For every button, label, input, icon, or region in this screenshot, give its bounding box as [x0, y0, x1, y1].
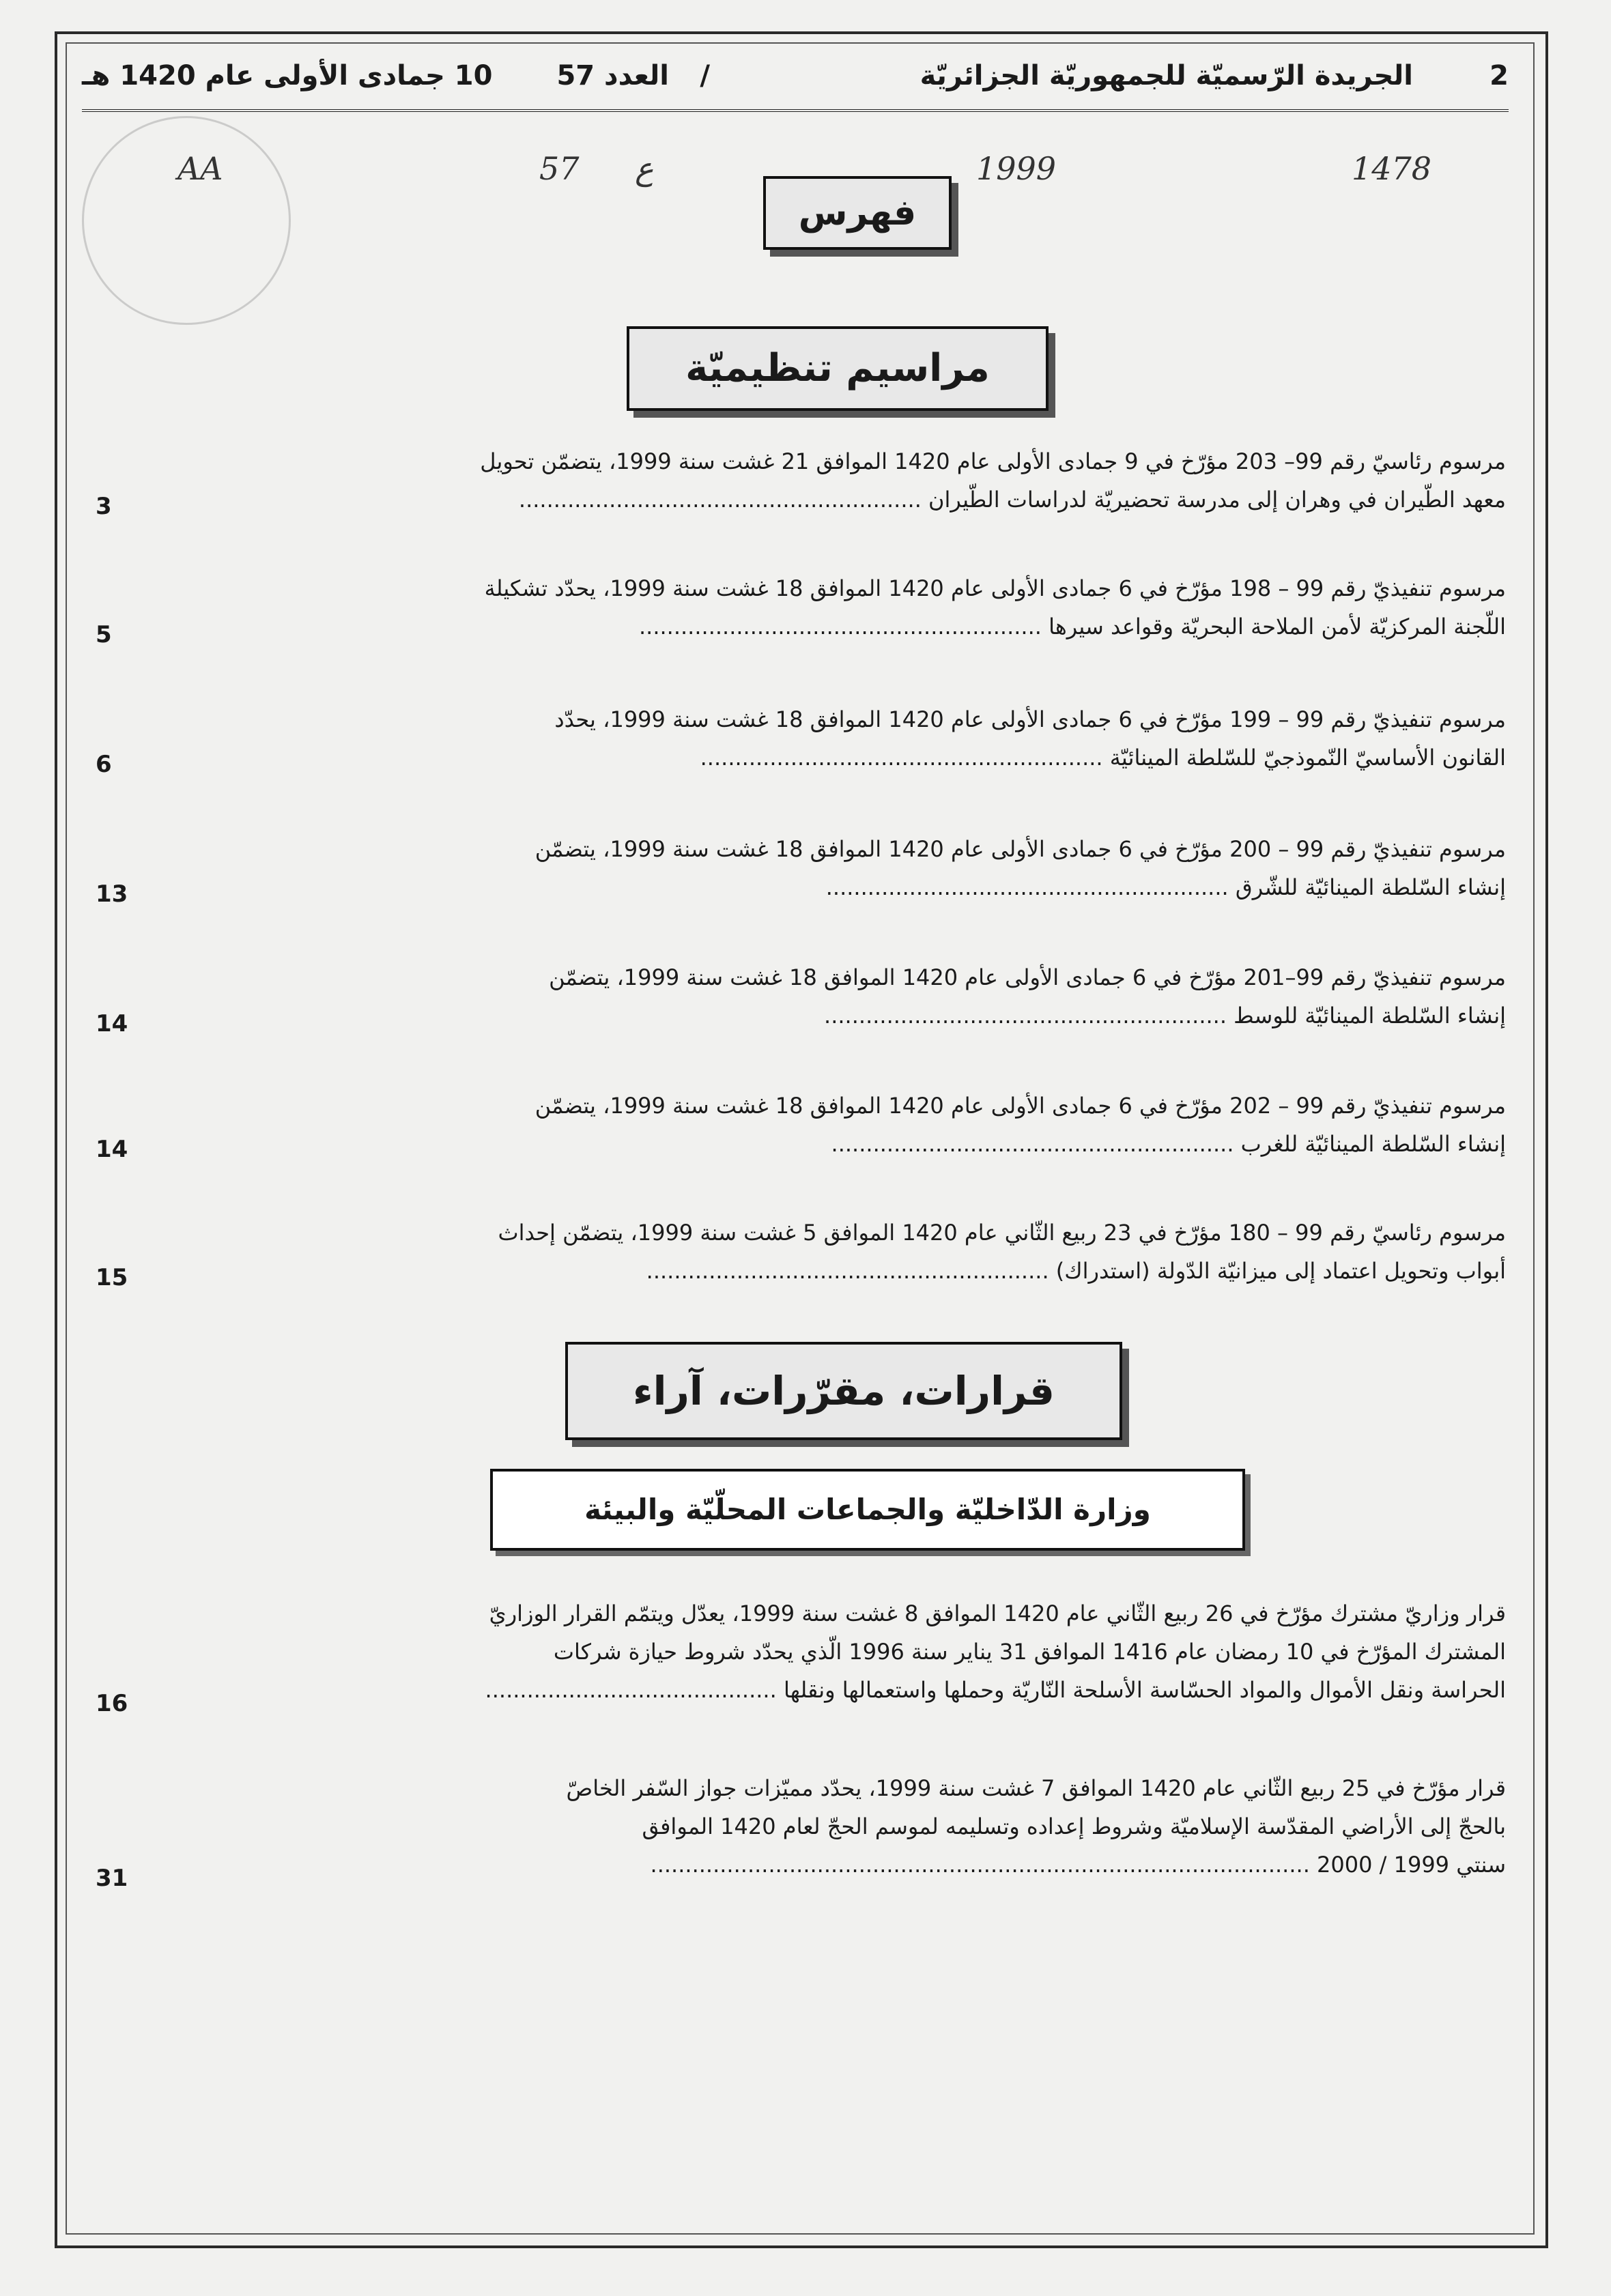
section-title-regulatory: مراسيم تنظيميّة — [627, 326, 1049, 411]
toc-entry: مرسوم رئاسيّ رقم 99– 203 مؤرّخ في 9 جمادى الأولى عام 1420 الموافق 21 غشت سنة 1999، يتضمّن تحويل معهد الطّيران في وهران إلى مدرسة تحضيريّة لدراسات الطّيران .......................................................... — [188, 442, 1506, 519]
toc-page-number: 16 — [96, 1690, 128, 1717]
section-title-index: فهرس — [763, 176, 952, 250]
toc-entry: مرسوم تنفيذيّ رقم 99 – 202 مؤرّخ في 6 جمادى الأولى عام 1420 الموافق 18 غشت سنة 1999، يتضمّن إنشاء السّلطة المينائيّة للغرب .......................................................... — [188, 1087, 1506, 1163]
entry-line: سنتي 1999 / 2000 — [1317, 1852, 1506, 1878]
entry-line: إنشاء السّلطة المينائيّة للوسط — [1234, 1003, 1506, 1029]
toc-page-number: 3 — [96, 493, 112, 520]
toc-page-number: 6 — [96, 751, 112, 778]
entry-line: القانون الأساسيّ النّموذجيّ للسّلطة المينائيّة — [1109, 745, 1506, 771]
entry-line: المشترك المؤرّخ في 10 رمضان عام 1416 الموافق 31 يناير سنة 1996 الّذي يحدّد شروط حيازة شركات — [553, 1639, 1506, 1665]
toc-page-number: 15 — [96, 1264, 128, 1291]
handwritten-number-b: 1999 — [976, 150, 1057, 187]
toc-page-number: 5 — [96, 621, 112, 648]
entry-line: إنشاء السّلطة المينائيّة للشّرق — [1235, 874, 1506, 900]
entry-line: مرسوم تنفيذيّ رقم 99 – 202 مؤرّخ في 6 جمادى الأولى عام 1420 الموافق 18 غشت سنة 1999، يتضمّن — [534, 1093, 1506, 1119]
toc-entry: مرسوم تنفيذيّ رقم 99 – 198 مؤرّخ في 6 جمادى الأولى عام 1420 الموافق 18 غشت سنة 1999، يحدّد تشكيلة اللّجنة المركزيّة لأمن الملاحة البحريّة وقواعد سيرها .......................................................... — [188, 569, 1506, 646]
entry-line: قرار وزاريّ مشترك مؤرّخ في 26 ربيع الثّاني عام 1420 الموافق 8 غشت سنة 1999، يعدّل ويتمّم القرار الوزاريّ — [489, 1601, 1506, 1626]
header-title: الجريدة الرّسميّة للجمهوريّة الجزائريّة — [919, 60, 1413, 91]
entry-line: مرسوم تنفيذيّ رقم 99 – 198 مؤرّخ في 6 جمادى الأولى عام 1420 الموافق 18 غشت سنة 1999، يحدّد تشكيلة — [484, 575, 1506, 601]
section-title-decisions: قرارات، مقرّرات، آراء — [565, 1342, 1122, 1440]
handwritten-number-a: 1478 — [1352, 150, 1432, 187]
toc-entry: مرسوم تنفيذيّ رقم 99 – 199 مؤرّخ في 6 جمادى الأولى عام 1420 الموافق 18 غشت سنة 1999، يحدّد القانون الأساسيّ النّموذجيّ للسّلطة المينائيّة .......................................................... — [188, 700, 1506, 777]
faded-stamp — [82, 116, 291, 325]
toc-page-number: 31 — [96, 1865, 128, 1892]
entry-line: مرسوم تنفيذيّ رقم 99–201 مؤرّخ في 6 جمادى الأولى عام 1420 الموافق 18 غشت سنة 1999، يتضمّن — [549, 964, 1506, 990]
toc-page-number: 14 — [96, 1010, 128, 1037]
entry-line: مرسوم تنفيذيّ رقم 99 – 200 مؤرّخ في 6 جمادى الأولى عام 1420 الموافق 18 غشت سنة 1999، يتضمّن — [534, 836, 1506, 862]
entry-line: أبواب وتحويل اعتماد إلى ميزانيّة الدّولة (استدراك) — [1055, 1258, 1506, 1284]
header-rule — [82, 109, 1509, 112]
toc-page-number: 13 — [96, 880, 128, 908]
entry-line: اللّجنة المركزيّة لأمن الملاحة البحريّة وقواعد سيرها — [1049, 614, 1506, 640]
entry-line: قرار مؤرّخ في 25 ربيع الثّاني عام 1420 الموافق 7 غشت سنة 1999، يحدّد مميّزات جواز السّفر الخاصّ — [566, 1775, 1506, 1801]
header-separator: / — [700, 60, 710, 91]
entry-line: إنشاء السّلطة المينائيّة للغرب — [1240, 1131, 1506, 1157]
entry-line: بالحجّ إلى الأراضي المقدّسة الإسلاميّة وشروط إعداده وتسليمه لموسم الحجّ لعام 1420 الموافق — [642, 1813, 1506, 1839]
header-page-number: 2 — [1489, 60, 1509, 91]
entry-line: مرسوم رئاسيّ رقم 99 – 180 مؤرّخ في 23 ربيع الثّاني عام 1420 الموافق 5 غشت سنة 1999، يتضمّن إحداث — [498, 1220, 1506, 1246]
toc-entry: مرسوم تنفيذيّ رقم 99–201 مؤرّخ في 6 جمادى الأولى عام 1420 الموافق 18 غشت سنة 1999، يتضمّن إنشاء السّلطة المينائيّة للوسط .......................................................... — [188, 958, 1506, 1035]
toc-entry: قرار مؤرّخ في 25 ربيع الثّاني عام 1420 الموافق 7 غشت سنة 1999، يحدّد مميّزات جواز السّفر الخاصّ بالحجّ إلى الأراضي المقدّسة الإسلاميّة وشروط إعداده وتسليمه لموسم الحجّ لعام 1420 الموافق سنتي 1999 / 2000 ............................................................................................... — [188, 1769, 1506, 1884]
entry-line: مرسوم تنفيذيّ رقم 99 – 199 مؤرّخ في 6 جمادى الأولى عام 1420 الموافق 18 غشت سنة 1999، يحدّد — [554, 706, 1506, 732]
handwritten-letter-c: ع — [635, 150, 654, 187]
toc-entry: قرار وزاريّ مشترك مؤرّخ في 26 ربيع الثّاني عام 1420 الموافق 8 غشت سنة 1999، يعدّل ويتمّم القرار الوزاريّ المشترك المؤرّخ في 10 رمضان عام 1416 الموافق 31 يناير سنة 1996 الّذي يحدّد شروط حيازة شركات الحراسة ونقل الأموال والمواد الحسّاسة الأسلحة النّاريّة وحملها واستعمالها ونقلها .......................................... — [188, 1594, 1506, 1709]
toc-page-number: 14 — [96, 1136, 128, 1163]
toc-entry: مرسوم تنفيذيّ رقم 99 – 200 مؤرّخ في 6 جمادى الأولى عام 1420 الموافق 18 غشت سنة 1999، يتضمّن إنشاء السّلطة المينائيّة للشّرق .......................................................... — [188, 830, 1506, 906]
section-title-ministry: وزارة الدّاخليّة والجماعات المحلّيّة والبيئة — [490, 1469, 1245, 1551]
handwritten-number-d: 57 — [539, 150, 580, 187]
header-date: 10 جمادى الأولى عام 1420 هـ — [82, 60, 493, 91]
header-issue: العدد 57 — [556, 60, 669, 91]
toc-entry: مرسوم رئاسيّ رقم 99 – 180 مؤرّخ في 23 ربيع الثّاني عام 1420 الموافق 5 غشت سنة 1999، يتضمّن إحداث أبواب وتحويل اعتماد إلى ميزانيّة الدّولة (استدراك) .......................................................... — [188, 1214, 1506, 1290]
entry-line: الحراسة ونقل الأموال والمواد الحسّاسة الأسلحة النّاريّة وحملها واستعمالها ونقلها — [783, 1677, 1506, 1703]
running-header — [82, 60, 1509, 108]
handwritten-number-e: AA — [177, 150, 223, 187]
entry-line: معهد الطّيران في وهران إلى مدرسة تحضيريّة لدراسات الطّيران — [928, 487, 1506, 513]
entry-line: مرسوم رئاسيّ رقم 99– 203 مؤرّخ في 9 جمادى الأولى عام 1420 الموافق 21 غشت سنة 1999، يتضمّن تحويل — [480, 448, 1506, 474]
